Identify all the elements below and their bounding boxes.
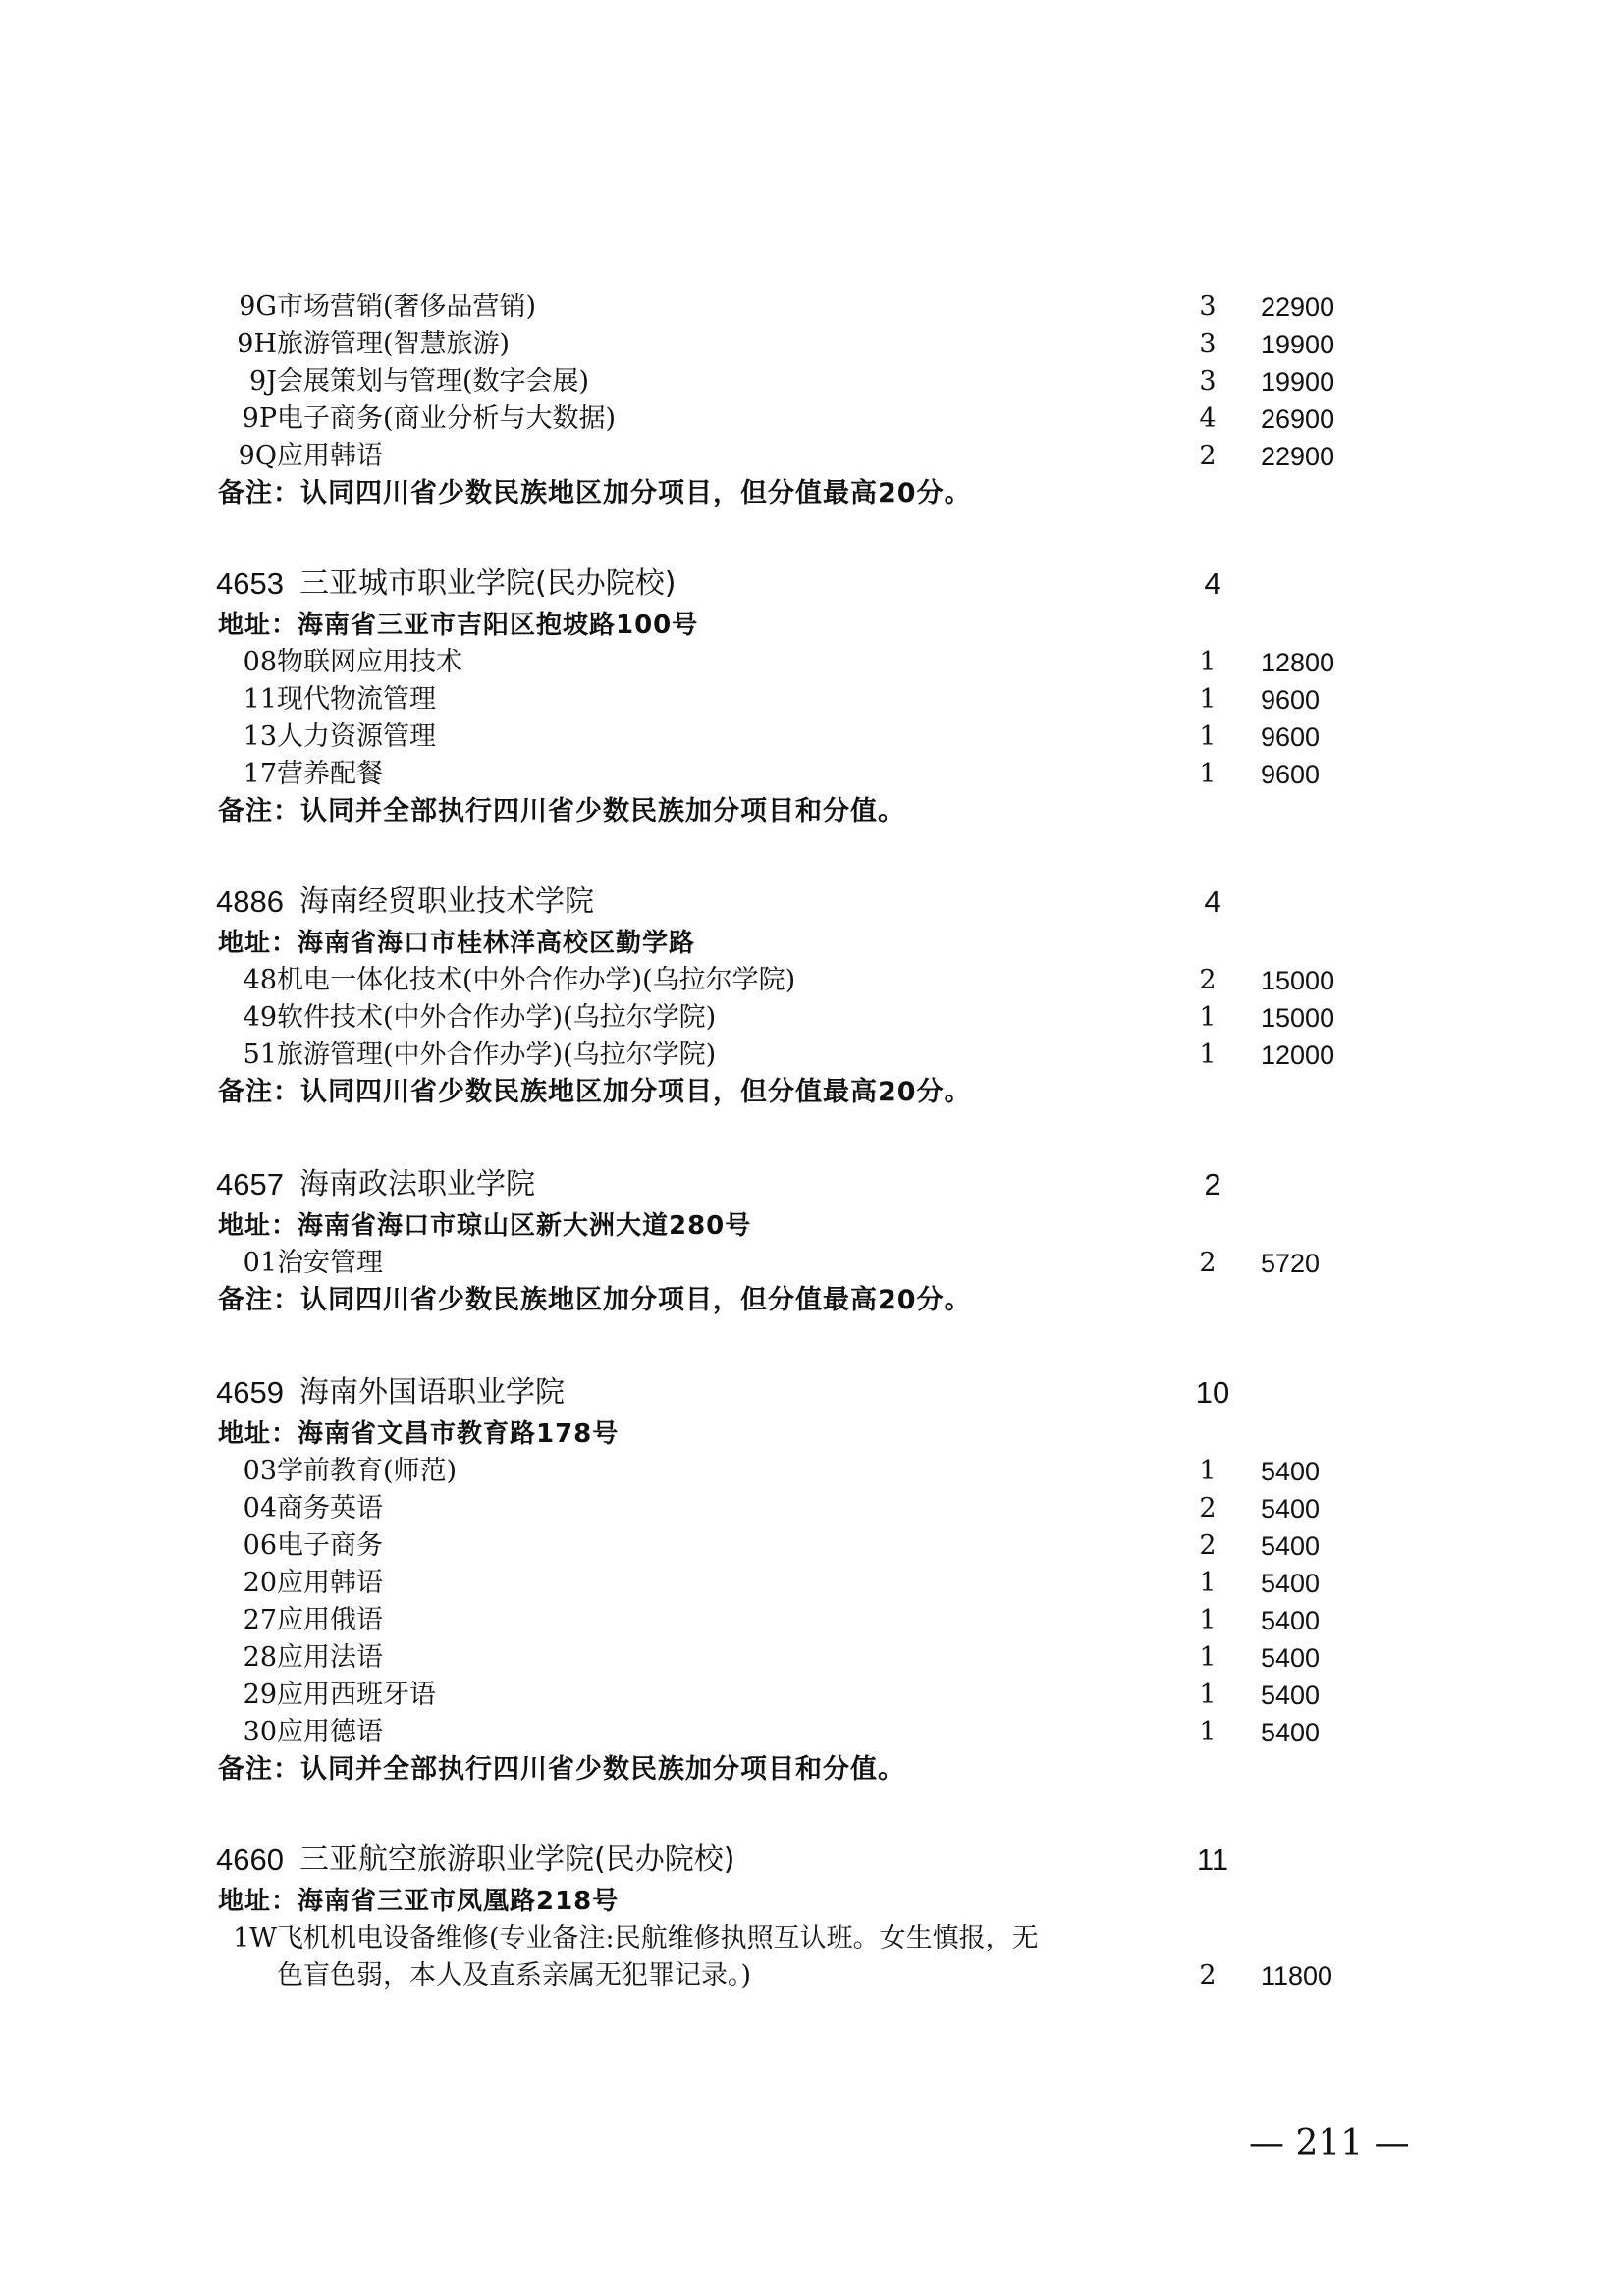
major-fee: 5400 (1261, 1569, 1321, 1598)
list-item (0, 1037, 1624, 1074)
school-address (0, 1207, 1624, 1245)
major-code: 30 (243, 1717, 277, 1747)
remark (0, 1282, 1624, 1319)
major-quota: 1 (1199, 721, 1217, 752)
list-item (0, 719, 1624, 756)
school-name: 海南外国语职业学院 (299, 1375, 565, 1410)
remark (0, 1074, 1624, 1111)
major-code: 27 (243, 1605, 277, 1635)
school-header (0, 1838, 1624, 1883)
major-code: 9G (239, 292, 277, 322)
major-code: 29 (243, 1680, 277, 1710)
major-fee: 9600 (1261, 760, 1321, 789)
list-item (0, 644, 1624, 681)
school-header (0, 561, 1624, 607)
list-item (0, 438, 1624, 475)
school-code: 4886 (216, 884, 284, 919)
major-name: 应用韩语 (277, 1568, 383, 1598)
school-quota: 4 (1204, 884, 1221, 919)
major-name: 会展策划与管理(数字会展) (277, 366, 590, 397)
major-name: 应用德语 (277, 1717, 383, 1747)
major-code: 9Q (238, 441, 277, 471)
school-quota: 2 (1204, 1167, 1221, 1201)
school-quota: 11 (1196, 1842, 1229, 1877)
address-text: 地址：海南省三亚市吉阳区抱坡路100号 (218, 611, 699, 640)
major-quota: 1 (1199, 1642, 1217, 1673)
major-fee: 11800 (1261, 1961, 1333, 1991)
major-quota: 1 (1199, 1456, 1217, 1486)
major-name: 学前教育(师范) (277, 1456, 458, 1486)
major-code: 51 (243, 1040, 277, 1070)
major-fee: 12800 (1261, 648, 1335, 677)
major-name: 电子商务(商业分析与大数据) (277, 403, 617, 434)
major-quota: 2 (1199, 441, 1217, 471)
remark (0, 793, 1624, 830)
major-quota: 3 (1199, 366, 1217, 397)
major-quota: 1 (1199, 1717, 1217, 1747)
major-name: 应用法语 (277, 1642, 383, 1673)
major-fee: 22900 (1261, 293, 1335, 322)
major-code: 9J (248, 366, 277, 397)
address-text: 地址：海南省海口市桂林洋高校区勤学路 (218, 929, 696, 958)
list-item (0, 400, 1624, 438)
remark-text: 备注：认同四川省少数民族地区加分项目，但分值最高20分。 (218, 478, 972, 508)
address-text: 地址：海南省海口市琼山区新大洲大道280号 (218, 1211, 752, 1241)
major-code: 28 (243, 1642, 277, 1673)
school-quota: 4 (1204, 566, 1221, 601)
major-quota: 1 (1199, 1568, 1217, 1598)
major-code: 48 (243, 965, 277, 995)
list-item (0, 681, 1624, 719)
list-item (0, 1639, 1624, 1677)
list-item (0, 1527, 1624, 1565)
address-text: 地址：海南省文昌市教育路178号 (218, 1419, 620, 1449)
major-fee: 5400 (1261, 1531, 1321, 1561)
major-name: 现代物流管理 (277, 684, 436, 715)
major-quota: 1 (1199, 1002, 1217, 1033)
school-header (0, 880, 1624, 925)
major-fee: 26900 (1261, 404, 1335, 434)
list-item-continued (0, 1957, 1624, 1995)
major-quota: 1 (1199, 684, 1217, 715)
major-name: 旅游管理(智慧旅游) (277, 329, 511, 359)
list-item (0, 289, 1624, 326)
major-name: 机电一体化技术(中外合作办学)(乌拉尔学院) (277, 965, 796, 995)
major-quota: 3 (1199, 329, 1217, 359)
major-code: 20 (243, 1568, 277, 1598)
major-fee: 5400 (1261, 1606, 1321, 1635)
major-name: 应用西班牙语 (277, 1680, 436, 1710)
major-quota: 2 (1199, 1493, 1217, 1523)
school-name: 三亚城市职业学院(民办院校) (299, 566, 677, 601)
major-fee: 5400 (1261, 1643, 1321, 1673)
list-item (0, 363, 1624, 400)
school-code: 4653 (216, 566, 284, 601)
major-fee: 5400 (1261, 1494, 1321, 1523)
major-name: 治安管理 (277, 1248, 383, 1278)
major-name: 市场营销(奢侈品营销) (277, 292, 537, 322)
remark (0, 475, 1624, 512)
major-code: 9P (242, 403, 277, 434)
remark-text: 备注：认同四川省少数民族地区加分项目，但分值最高20分。 (218, 1285, 972, 1315)
list-item (0, 1714, 1624, 1751)
school-address (0, 1415, 1624, 1453)
major-fee: 12000 (1261, 1041, 1335, 1070)
major-quota: 1 (1199, 1605, 1217, 1635)
major-fee: 15000 (1261, 966, 1335, 995)
major-code: 06 (243, 1530, 277, 1561)
remark-text: 备注：认同并全部执行四川省少数民族加分项目和分值。 (218, 796, 905, 827)
school-name: 三亚航空旅游职业学院(民办院校) (299, 1842, 735, 1877)
school-name: 海南政法职业学院 (299, 1167, 535, 1201)
list-item (0, 962, 1624, 999)
major-code: 01 (243, 1248, 277, 1278)
list-item (0, 999, 1624, 1037)
major-name-line1: 飞机机电设备维修(专业备注:民航维修执照互认班。女生慎报，无 (277, 1923, 1039, 1953)
school-header (0, 1162, 1624, 1207)
major-fee: 5720 (1261, 1249, 1321, 1278)
major-code: 9H (237, 329, 277, 359)
major-fee: 15000 (1261, 1003, 1335, 1033)
major-name: 营养配餐 (277, 759, 383, 789)
major-name: 商务英语 (277, 1493, 383, 1523)
major-quota: 2 (1199, 1960, 1217, 1991)
list-item (0, 1245, 1624, 1282)
major-code: 08 (243, 647, 277, 677)
major-quota: 2 (1199, 1248, 1217, 1278)
major-fee: 5400 (1261, 1718, 1321, 1747)
list-item (0, 326, 1624, 363)
major-name: 旅游管理(中外合作办学)(乌拉尔学院) (277, 1040, 717, 1070)
major-name: 人力资源管理 (277, 721, 436, 752)
major-code: 49 (243, 1002, 277, 1033)
list-item (0, 1602, 1624, 1639)
major-quota: 1 (1199, 1040, 1217, 1070)
list-item (0, 1677, 1624, 1714)
school-address (0, 1883, 1624, 1920)
major-code: 04 (243, 1493, 277, 1523)
major-fee: 9600 (1261, 722, 1321, 752)
page-number: — 211 — (1249, 2123, 1410, 2163)
major-quota: 2 (1199, 1530, 1217, 1561)
major-name: 应用韩语 (277, 441, 383, 471)
major-name: 电子商务 (277, 1530, 383, 1561)
major-code: 11 (243, 684, 277, 715)
major-fee: 5400 (1261, 1681, 1321, 1710)
list-item (0, 756, 1624, 793)
major-fee: 9600 (1261, 685, 1321, 715)
major-name-line2: 色盲色弱，本人及直系亲属无犯罪记录。) (277, 1960, 752, 1991)
major-name: 应用俄语 (277, 1605, 383, 1635)
school-code: 4659 (216, 1375, 284, 1410)
major-quota: 2 (1199, 965, 1217, 995)
major-fee: 22900 (1261, 442, 1335, 471)
school-name: 海南经贸职业技术学院 (299, 884, 594, 919)
school-header (0, 1370, 1624, 1415)
list-item (0, 1920, 1624, 1957)
list-item (0, 1490, 1624, 1527)
major-quota: 1 (1199, 759, 1217, 789)
school-code: 4660 (216, 1842, 284, 1877)
major-code: 13 (243, 721, 277, 752)
major-code: 03 (243, 1456, 277, 1486)
major-name: 软件技术(中外合作办学)(乌拉尔学院) (277, 1002, 717, 1033)
remark-text: 备注：认同并全部执行四川省少数民族加分项目和分值。 (218, 1754, 905, 1785)
major-quota: 4 (1199, 403, 1217, 434)
major-quota: 1 (1199, 647, 1217, 677)
major-code: 17 (243, 759, 277, 789)
list-item (0, 1565, 1624, 1602)
major-quota: 3 (1199, 292, 1217, 322)
major-fee: 19900 (1261, 330, 1335, 359)
remark (0, 1751, 1624, 1789)
major-fee: 19900 (1261, 367, 1335, 397)
major-fee: 5400 (1261, 1457, 1321, 1486)
major-quota: 1 (1199, 1680, 1217, 1710)
remark-text: 备注：认同四川省少数民族地区加分项目，但分值最高20分。 (218, 1077, 972, 1107)
school-address (0, 607, 1624, 644)
school-address (0, 925, 1624, 962)
major-code: 1W (233, 1923, 277, 1953)
list-item (0, 1453, 1624, 1490)
school-quota: 10 (1195, 1375, 1230, 1410)
address-text: 地址：海南省三亚市凤凰路218号 (218, 1887, 620, 1916)
major-name: 物联网应用技术 (277, 647, 462, 677)
school-code: 4657 (216, 1167, 284, 1201)
